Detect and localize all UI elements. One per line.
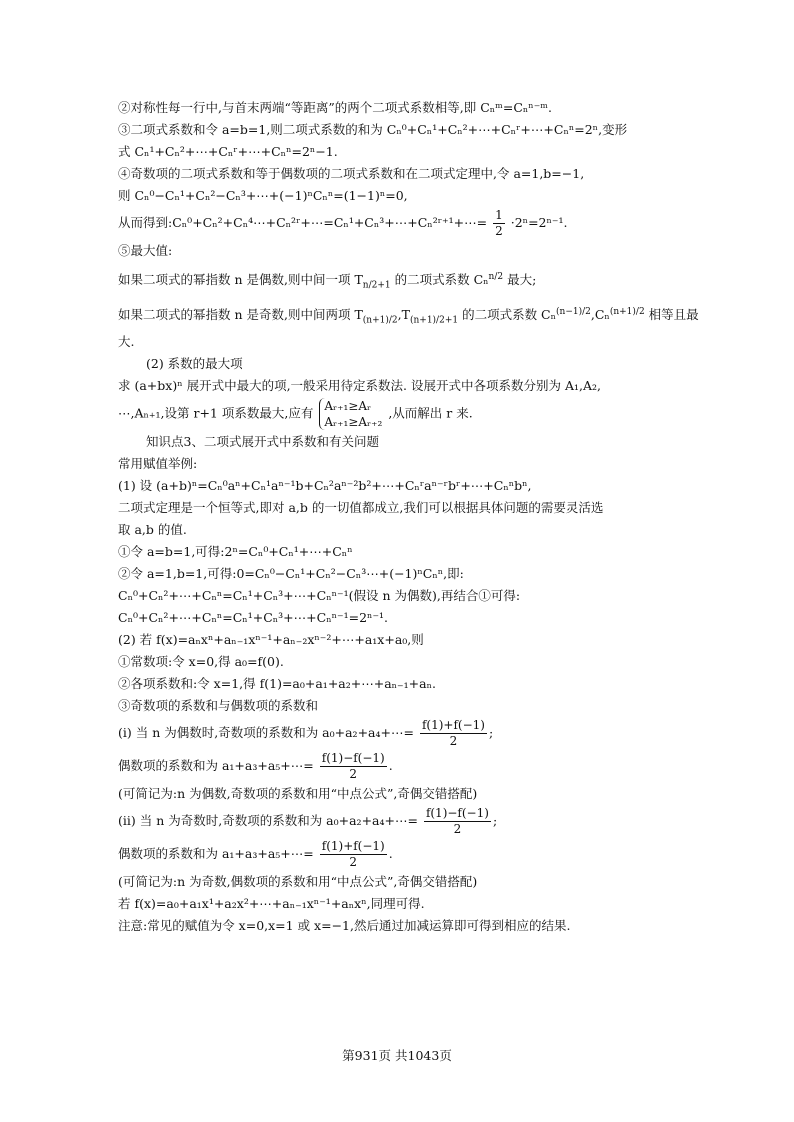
subheading: (2) 系数的最大项: [146, 356, 243, 372]
text-line: (1) 设 (a+b)ⁿ=Cₙ⁰aⁿ+Cₙ¹aⁿ⁻¹b+Cₙ²aⁿ⁻²b²+⋯+Cₙʳaⁿ⁻ʳbʳ+⋯+Cₙⁿbⁿ,: [118, 478, 532, 494]
subscript: (n+1)/2: [362, 315, 398, 326]
equation-system: [319, 398, 382, 430]
fraction: [320, 751, 387, 782]
formula-line: [118, 208, 678, 239]
fraction-numerator: f(1)−f(−1): [321, 751, 385, 766]
fraction-numerator: 1: [495, 208, 503, 222]
text-segment: ,从而解出 r 来.: [388, 405, 473, 421]
text-segment: ,Cₙ: [590, 306, 610, 322]
text-line: (可简记为:n 为奇数,偶数项的系数和用“中点公式”,奇偶交错搭配): [118, 874, 478, 890]
fraction-numerator: f(1)+f(−1): [421, 718, 485, 733]
superscript: (n−1)/2: [556, 306, 591, 317]
fraction-numerator: f(1)−f(−1): [425, 806, 489, 821]
text-segment: ;: [492, 813, 498, 829]
text-line: 注意:常见的赋值为令 x=0,x=1 或 x=−1,然后通过加减运算即可得到相应的结果.: [118, 918, 571, 934]
formula-line: [118, 398, 678, 430]
formula-line: [118, 718, 678, 749]
text-line: (可简记为:n 为偶数,奇数项的系数和用“中点公式”,奇偶交错搭配): [118, 786, 478, 802]
text-segment: ;: [488, 725, 494, 741]
fraction-numerator: f(1)+f(−1): [321, 839, 385, 854]
subscript: (n+1)/2+1: [409, 315, 459, 326]
text-line: ①令 a=b=1,可得:2ⁿ=Cₙ⁰+Cₙ¹+⋯+Cₙⁿ: [118, 544, 353, 560]
text-segment: .: [388, 846, 393, 862]
text-line: 二项式定理是一个恒等式,即对 a,b 的一切值都成立,我们可以根据具体问题的需要灵活选: [118, 500, 604, 516]
equation-row: Aᵣ₊₁≥Aᵣ: [324, 399, 372, 414]
text-segment: ,T: [397, 306, 410, 322]
text-line: ③二项式系数和令 a=b=1,则二项式系数的和为 Cₙ⁰+Cₙ¹+Cₙ²+⋯+Cₙʳ+⋯+Cₙⁿ=2ⁿ,变形: [118, 122, 628, 137]
text-line: (2) 若 f(x)=aₙxⁿ+aₙ₋₁xⁿ⁻¹+aₙ₋₂xⁿ⁻²+⋯+a₁x+a₀,则: [118, 632, 424, 648]
text-line: ④奇数项的二项式系数和等于偶数项的二项式系数和在二项式定理中,令 a=1,b=−1,: [118, 166, 585, 181]
page-footer: 第931页 共1043页: [342, 1048, 452, 1063]
fraction: [420, 718, 487, 749]
superscript: (n+1)/2: [609, 306, 645, 317]
text-line: 则 Cₙ⁰−Cₙ¹+Cₙ²−Cₙ³+⋯+(−1)ⁿCₙⁿ=(1−1)ⁿ=0,: [118, 188, 408, 203]
text-line: ⑤最大值:: [118, 243, 173, 258]
fraction-denominator: 2: [349, 767, 358, 782]
text-line: 式 Cₙ¹+Cₙ²+⋯+Cₙʳ+⋯+Cₙⁿ=2ⁿ−1.: [118, 144, 338, 159]
superscript: n/2: [488, 272, 504, 282]
text-segment: (i) 当 n 为偶数时,奇数项的系数和为 a₀+a₂+a₄+⋯=: [118, 725, 414, 741]
formula-line: [118, 839, 678, 870]
text-segment: 如果二项式的幂指数 n 是偶数,则中间一项 T: [118, 272, 363, 288]
text-segment: 偶数项的系数和为 a₁+a₃+a₅+⋯=: [118, 846, 314, 862]
text-segment: 的二项式系数 Cₙ: [458, 306, 557, 322]
formula-line: [118, 302, 699, 331]
document-body: [118, 98, 699, 938]
text-line: 常用赋值举例:: [118, 456, 198, 472]
text-line: Cₙ⁰+Cₙ²+⋯+Cₙⁿ=Cₙ¹+Cₙ³+⋯+Cₙⁿ⁻¹(假设 n 为偶数),再结合①可得:: [118, 588, 521, 604]
text-segment: ·2ⁿ=2ⁿ⁻¹.: [510, 215, 568, 230]
text-segment: 最大;: [503, 272, 537, 288]
fraction: [320, 839, 387, 870]
section-heading: 知识点3、二项式展开式中系数和有关问题: [146, 434, 379, 450]
text-segment: 的二项式系数 Cₙ: [390, 272, 489, 288]
text-line: ②对称性每一行中,与首末两端“等距离”的两个二项式系数相等,即 Cₙᵐ=Cₙⁿ⁻ᵐ.: [118, 100, 552, 115]
formula-line: [118, 806, 678, 837]
text-segment: 如果二项式的幂指数 n 是奇数,则中间两项 T: [118, 306, 363, 322]
text-line: 求 (a+bx)ⁿ 展开式中最大的项,一般采用待定系数法. 设展开式中各项系数分别为 A₁,A₂,: [118, 378, 602, 394]
text-segment: 相等且最: [644, 306, 699, 322]
text-line: ②各项系数和:令 x=1,得 f(1)=a₀+a₁+a₂+⋯+aₙ₋₁+aₙ.: [118, 676, 436, 692]
text-segment: ⋯,Aₙ₊₁,设第 r+1 项系数最大,应有: [118, 405, 314, 421]
text-line: 大.: [118, 334, 135, 350]
fraction: [424, 806, 491, 837]
text-line: Cₙ⁰+Cₙ²+⋯+Cₙⁿ=Cₙ¹+Cₙ³+⋯+Cₙⁿ⁻¹=2ⁿ⁻¹.: [118, 610, 389, 626]
text-line: ③奇数项的系数和与偶数项的系数和: [118, 698, 319, 714]
formula-line: [118, 751, 678, 782]
fraction-denominator: 2: [349, 855, 358, 870]
equation-row: Aᵣ₊₁≥Aᵣ₊₂: [324, 415, 383, 430]
text-segment: .: [388, 758, 393, 774]
fraction-denominator: 2: [449, 734, 458, 749]
text-line: ②令 a=1,b=1,可得:0=Cₙ⁰−Cₙ¹+Cₙ²−Cₙ³⋯+(−1)ⁿCₙⁿ,即:: [118, 566, 464, 582]
text-segment: (ii) 当 n 为奇数时,奇数项的系数和为 a₀+a₂+a₄+⋯=: [118, 813, 418, 829]
text-segment: 偶数项的系数和为 a₁+a₃+a₅+⋯=: [118, 758, 314, 774]
fraction-denominator: 2: [453, 822, 462, 837]
text-line: 若 f(x)=a₀+a₁x¹+a₂x²+⋯+aₙ₋₁xⁿ⁻¹+aₙxⁿ,同理可得.: [118, 896, 425, 912]
formula-line: [118, 267, 678, 296]
subscript: n/2+1: [362, 280, 391, 291]
text-segment: 从而得到:Cₙ⁰+Cₙ²+Cₙ⁴⋯+Cₙ²ʳ+⋯=Cₙ¹+Cₙ³+⋯+Cₙ²ʳ⁺¹+⋯=: [118, 215, 488, 230]
text-line: ①常数项:令 x=0,得 a₀=f(0).: [118, 654, 284, 670]
text-line: 取 a,b 的值.: [118, 522, 187, 538]
fraction-denominator: 2: [495, 224, 503, 238]
fraction: [493, 208, 505, 239]
